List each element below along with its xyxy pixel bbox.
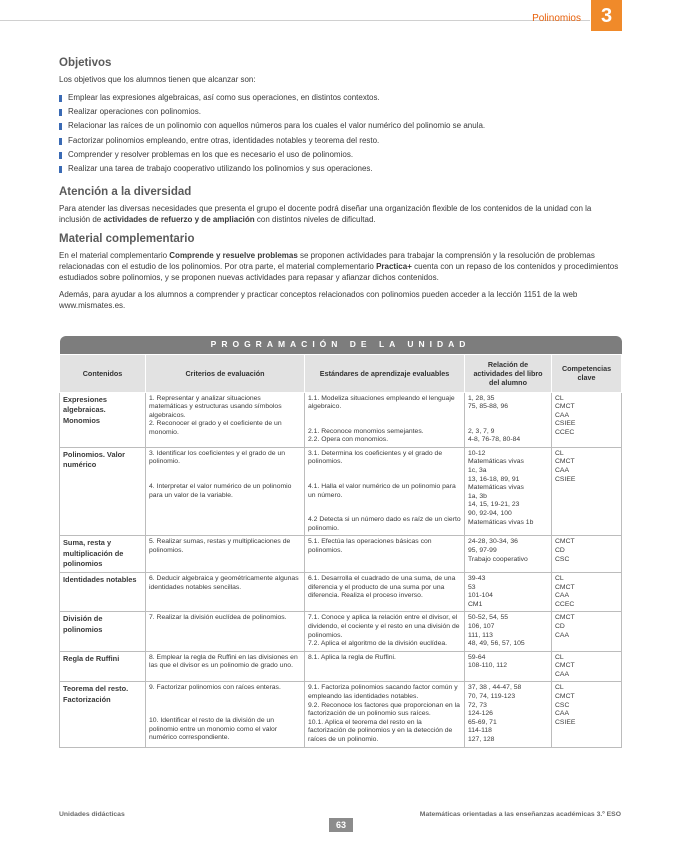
list-item: Factorizar polinomios empleando, entre otras, identidades notables y teorema del resto. (59, 134, 621, 148)
competences-cell: CL CMCT CAA (552, 651, 622, 682)
table-row (60, 682, 622, 747)
bullet-icon (59, 138, 62, 145)
standards-cell: 5.1. Efectúa las operaciones básicas con polinomios. (305, 536, 465, 573)
column-header: Competencias clave (552, 354, 622, 392)
competences-cell: CMCT CD CSC (552, 536, 622, 573)
activities-cell: 37, 38 , 44-47, 58 70, 74, 119-123 72, 73 124-126 65-69, 71 114-118 127, 128 (465, 682, 552, 747)
main-content (59, 57, 621, 317)
chapter-title: Polinomios (532, 13, 581, 24)
standards-cell: 3.1. Determina los coeficientes y el grado de polinomios. 4.1. Halla el valor numérico de un polinomio para un número. 4.2 Detecta si un número dado es raíz de un cierto polinomio. (305, 447, 465, 536)
column-header: Contenidos (60, 354, 146, 392)
table-row (60, 651, 622, 682)
bullet-icon (59, 95, 62, 102)
criteria-cell: 1. Representar y analizar situaciones matemáticas y estructuras usando símbolos algebraicos. 2. Reconocer el grado y el coeficiente de un monomio. (146, 392, 305, 447)
criteria-cell: 9. Factorizar polinomios con raíces enteras. 10. Identificar el resto de la división de un polinomio entre un monomio como el valor numérico correspondiente. (146, 682, 305, 747)
footer-left: Unidades didácticas (59, 811, 125, 818)
material-paragraph-1: En el material complementario Comprende y resuelve problemas se proponen actividades para trabajar la comprensión y la resolución de problemas relacionadas con el estudio de los polinomios. Por otra parte, el material complementario Practica+ cuenta con un repaso de los contenidos y procedimientos estudiados sobre polinomios, y se proponen nuevas actividades para repasar y afianzar dichos contenidos. (59, 251, 619, 283)
competences-cell: CL CMCT CAA CCEC (552, 572, 622, 611)
header-rule (0, 20, 590, 21)
material-paragraph-2: Además, para ayudar a los alumnos a comprender y practicar conceptos relacionados con polinomios pueden acceder a la lección 1151 de la web www.mismates.es. (59, 290, 578, 311)
list-item: Emplear las expresiones algebraicas, así como sus operaciones, en distintos contextos. (59, 91, 621, 105)
objectives-intro: Los objetivos que los alumnos tienen que alcanzar son: (59, 75, 256, 84)
column-header: Estándares de aprendizaje evaluables (305, 354, 465, 392)
competences-cell: CL CMCT CAA CSIEE (552, 447, 622, 536)
list-item: Realizar una tarea de trabajo cooperativo utilizando los polinomios y sus operaciones. (59, 162, 621, 176)
criteria-cell: 8. Emplear la regla de Ruffini en las divisiones en las que el divisor es un polinomio de grado uno. (146, 651, 305, 682)
criteria-cell: 3. Identificar los coeficientes y el grado de un polinomio. 4. Interpretar el valor numérico de un polinomio para un valor de la variable. (146, 447, 305, 536)
list-item: Relacionar las raíces de un polinomio con aquellos números para los cuales el valor numérico del polinomio se anula. (59, 119, 621, 133)
programming-table (59, 336, 622, 748)
table-row (60, 392, 622, 447)
column-header: Criterios de evaluación (146, 354, 305, 392)
table-title: PROGRAMACIÓN DE LA UNIDAD (60, 336, 622, 354)
content-cell: Expresiones algebraicas. Monomios (60, 392, 146, 447)
content-cell: Teorema del resto. Factorización (60, 682, 146, 747)
content-cell: Suma, resta y multiplicación de polinomios (60, 536, 146, 573)
activities-cell: 59-64 108-110, 112 (465, 651, 552, 682)
standards-cell: 1.1. Modeliza situaciones empleando el lenguaje algebraico. 2.1. Reconoce monomios semejantes. 2.2. Opera con monomios. (305, 392, 465, 447)
competences-cell: CMCT CD CAA (552, 612, 622, 651)
list-item: Realizar operaciones con polinomios. (59, 105, 621, 119)
list-item: Comprender y resolver problemas en los que es necesario el uso de polinomios. (59, 148, 621, 162)
page-number: 63 (329, 818, 353, 832)
objectives-list (59, 91, 621, 176)
activities-cell: 1, 28, 35 75, 85-88, 96 2, 3, 7, 9 4-8, 76-78, 80-84 (465, 392, 552, 447)
standards-cell: 7.1. Conoce y aplica la relación entre el divisor, el dividendo, el cociente y el resto en una división de polinomios. 7.2. Aplica el algoritmo de la división euclídea. (305, 612, 465, 651)
table-row (60, 572, 622, 611)
activities-cell: 10-12 Matemáticas vivas 1c, 3a 13, 16-18, 89, 91 Matemáticas vivas 1a, 3b 14, 15, 19-21, 23 90, 92-94, 100 Matemáticas vivas 1b (465, 447, 552, 536)
diversity-heading: Atención a la diversidad (59, 186, 192, 199)
diversity-text: Para atender las diversas necesidades que presenta el grupo el docente podrá diseñar una organización flexible de los contenidos de la unidad con la inclusión de actividades de refuerzo y de ampliación con distintos niveles de dificultad. (59, 204, 592, 225)
content-cell: Regla de Ruffini (60, 651, 146, 682)
standards-cell: 6.1. Desarrolla el cuadrado de una suma, de una diferencia y el producto de una suma por una diferencia. Realiza el proceso inverso. (305, 572, 465, 611)
objectives-heading: Objetivos (59, 57, 112, 69)
chapter-number-tab: 3 (591, 0, 622, 31)
standards-cell: 8.1. Aplica la regla de Ruffini. (305, 651, 465, 682)
content-cell: Identidades notables (60, 572, 146, 611)
bullet-icon (59, 109, 62, 116)
activities-cell: 50-52, 54, 55 106, 107 111, 113 48, 49, 56, 57, 105 (465, 612, 552, 651)
bullet-icon (59, 166, 62, 173)
column-header: Relación de actividades del libro del alumno (465, 354, 552, 392)
competences-cell: CL CMCT CSC CAA CSIEE (552, 682, 622, 747)
competences-cell: CL CMCT CAA CSIEE CCEC (552, 392, 622, 447)
content-cell: Polinomios. Valor numérico (60, 447, 146, 536)
table-row (60, 612, 622, 651)
criteria-cell: 7. Realizar la división euclídea de polinomios. (146, 612, 305, 651)
activities-cell: 24-28, 30-34, 36 95, 97-99 Trabajo cooperativo (465, 536, 552, 573)
criteria-cell: 6. Deducir algebraica y geométricamente algunas identidades notables sencillas. (146, 572, 305, 611)
table-row (60, 536, 622, 573)
criteria-cell: 5. Realizar sumas, restas y multiplicaciones de polinomios. (146, 536, 305, 573)
content-cell: División de polinomios (60, 612, 146, 651)
table-row (60, 447, 622, 536)
bullet-icon (59, 152, 62, 159)
standards-cell: 9.1. Factoriza polinomios sacando factor común y empleando las identidades notables. 9.2. Reconoce los factores que proporcionan en la factorización de un polinomio sus raíces. 10.1. Aplica el teorema del resto en la factorización de polinomios y en la detección de raíces de un polinomio. (305, 682, 465, 747)
bullet-icon (59, 123, 62, 130)
activities-cell: 39-43 53 101-104 CM1 (465, 572, 552, 611)
material-heading: Material complementario (59, 233, 195, 246)
footer-right: Matemáticas orientadas a las enseñanzas académicas 3.º ESO (419, 811, 621, 818)
